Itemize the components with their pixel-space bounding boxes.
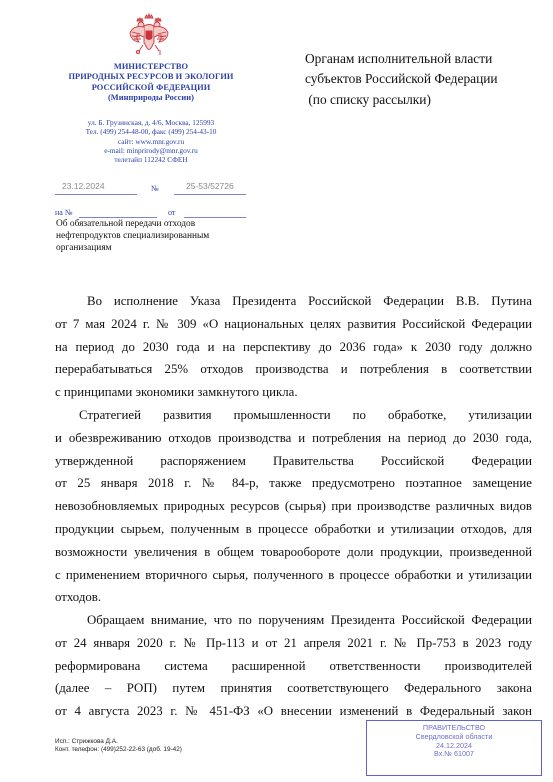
ministry-name-block xyxy=(40,62,262,104)
text-line: невозобновляемых природных ресурсов (сырья) при производстве различных видов xyxy=(55,499,532,514)
text-line: реформирована система расширенной ответственности производителей xyxy=(55,658,532,673)
text-line: с применением вторичного сырья, полученного в процессе обработки и утилизации xyxy=(55,567,532,582)
text-line: от 7 мая 2024 г. № 309 «О национальных целях развития Российской Федерации xyxy=(55,316,532,331)
executor-name: Исп.: Стрижкова Д.А. xyxy=(55,738,118,745)
addressee-line: Органам исполнительной власти xyxy=(305,51,493,66)
stamp-line: ПРАВИТЕЛЬСТВО xyxy=(422,723,486,732)
text-line: Обращаем внимание, что по поручениям Президента Российской Федерации xyxy=(87,613,532,627)
stamp-date: 24.12.2024 xyxy=(436,740,472,750)
body-paragraph-3 xyxy=(55,609,532,723)
text-line: на период до 2030 года и на перспективу до 2036 года» к 2030 году должно xyxy=(55,339,532,354)
number-underline xyxy=(174,194,246,195)
text-line: возможности увеличения в общем товарообороте доли продукции, произведенной xyxy=(55,544,532,559)
address-line: ул. Б. Грузинская, д. 4/6, Москва, 125993 xyxy=(87,118,215,127)
registration-number: 25-53/52726 xyxy=(186,181,234,191)
text-line: от 25 января 2018 г. № 84-р, также предусмотрено поэтапное замещение xyxy=(55,476,532,491)
date-underline xyxy=(55,194,137,195)
subject-line: Об обязательной передачи отходов xyxy=(56,219,196,229)
addressee-line: субъектов Российской Федерации xyxy=(305,71,498,87)
body-paragraph-2 xyxy=(55,404,532,609)
letter-subject xyxy=(56,218,256,255)
addressee-line: (по списку рассылки) xyxy=(305,91,431,107)
text-line: продукции сырьем, полученным в процессе обработки и утилизации отходов, для xyxy=(55,521,532,536)
ministry-line: РОССИЙСКОЙ ФЕДЕРАЦИИ xyxy=(91,82,211,92)
number-label: № xyxy=(151,184,159,193)
text-line: утвержденной распоряжением Правительства Российской Федерации xyxy=(55,453,532,468)
ministry-line: ПРИРОДНЫХ РЕСУРСОВ И ЭКОЛОГИИ xyxy=(68,72,234,82)
reference-label: на № xyxy=(55,208,73,217)
executor-info xyxy=(55,738,182,754)
from-label: от xyxy=(168,208,176,217)
text-line: Стратегией развития промышленности по обработке, утилизации xyxy=(79,408,532,422)
ministry-line: МИНИСТЕРСТВО xyxy=(113,62,189,71)
website-line: сайт: www.mnr.gov.ru xyxy=(117,136,185,146)
teletype-line: телетайп 112242 СФЕН xyxy=(114,155,188,165)
ministry-abbreviation: (Минприроды России) xyxy=(107,93,195,103)
text-line: (далее – РОП) путем принятия соответствующего Федерального закона xyxy=(55,681,532,696)
text-line: отходов. xyxy=(55,590,102,605)
text-line: перерабатываться 25% отходов производства и потребления в соответствии xyxy=(55,362,532,377)
subject-line: нефтепродуктов специализированным xyxy=(56,231,210,242)
addressee-block xyxy=(305,49,498,110)
phone-line: Тел. (499) 254-48-00, факс (499) 254-43-10 xyxy=(85,127,217,137)
text-line: Во исполнение Указа Президента Российской Федерации В.В. Путина xyxy=(87,294,532,308)
stamp-number: Вх.№ 61007 xyxy=(434,749,474,759)
email-line: e-mail: minprirody@mnr.gov.ru xyxy=(104,145,198,155)
coat-of-arms-emblem xyxy=(127,11,171,61)
executor-phone: Конт. телефон: (499)252-22-63 (доб. 19-42) xyxy=(55,746,182,754)
text-line: от 24 января 2020 г. № Пр-113 и от 21 апреля 2021 г. № Пр-753 в 2023 году xyxy=(55,635,532,650)
text-line: с принципами экономики замкнутого цикла. xyxy=(55,385,298,400)
ministry-contacts xyxy=(40,118,262,164)
registration-date: 23.12.2024 xyxy=(62,181,105,191)
stamp-line: Свердловской области xyxy=(415,731,493,741)
subject-line: организациям xyxy=(56,243,112,254)
text-line: и обезвреживанию отходов производства и потребления на период до 2030 года, xyxy=(55,430,532,445)
text-line: от 4 августа 2023 г. № 451-ФЗ «О внесении изменений в Федеральный закон xyxy=(55,704,532,719)
incoming-registration-stamp xyxy=(366,720,542,776)
body-paragraph-1 xyxy=(55,290,532,404)
